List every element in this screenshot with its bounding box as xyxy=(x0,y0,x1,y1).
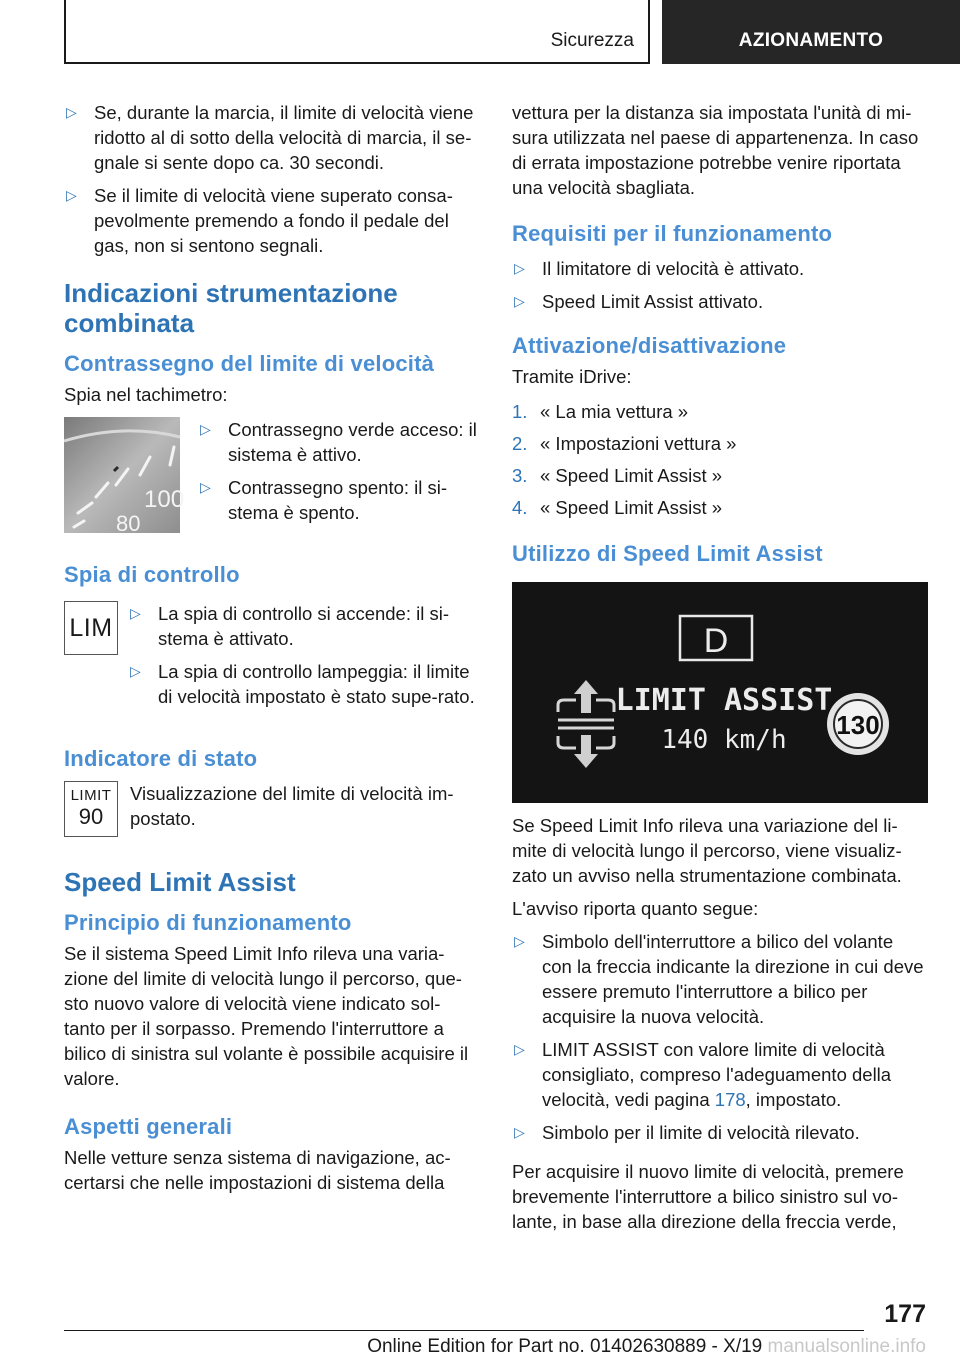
avviso-intro: L'avviso riporta quanto segue: xyxy=(512,898,759,919)
right-column xyxy=(512,100,928,1234)
triangle-bullet-icon: ▷ xyxy=(130,663,141,679)
triangle-bullet-icon: ▷ xyxy=(514,293,525,309)
bullet-text: La spia di controllo lampeggia: il limite di velocità impostato è stato supe-rato. xyxy=(158,661,475,707)
heading-spia: Spia di controllo xyxy=(64,562,240,587)
heading-stato: Indicatore di stato xyxy=(64,746,258,771)
bullet-item xyxy=(64,183,480,258)
bullet-item xyxy=(128,659,480,709)
triangle-bullet-icon: ▷ xyxy=(514,933,525,949)
limit-icon-label: LIMIT xyxy=(70,787,112,804)
triangle-bullet-icon: ▷ xyxy=(514,1041,525,1057)
speed-sign-value: 130 xyxy=(836,710,880,740)
left-column xyxy=(64,100,480,1195)
bullet-text: Simbolo per il limite di velocità rilevato. xyxy=(542,1122,860,1143)
bullet-text: Simbolo dell'interruttore a bilico del volante con la freccia indicante la direzione in cui deve essere premuto l'interruttore a bilico per acquisire la nuova velocità. xyxy=(542,931,924,1027)
footer-rule xyxy=(64,1330,864,1331)
bullet-text-part: , impostato. xyxy=(745,1089,842,1110)
page-link-178[interactable]: 178 xyxy=(714,1089,746,1110)
step-item xyxy=(512,431,928,456)
utilizzo-text: Se Speed Limit Info rileva una variazione del li-mite di velocità lungo il percorso, viene visualiz-zato un avviso nella strumentazione combinata. xyxy=(512,815,902,886)
bullet-item xyxy=(512,256,928,281)
heading-attivazione: Attivazione/disattivazione xyxy=(512,333,787,358)
step-item xyxy=(512,495,928,520)
limit-status-icon xyxy=(64,781,118,837)
speedo-label-80: 80 xyxy=(116,511,141,536)
gear-indicator: D xyxy=(703,622,729,660)
limit-assist-label: LIMIT ASSIST xyxy=(615,683,833,718)
bullet-item xyxy=(512,1037,928,1112)
lim-warning-icon: LIM xyxy=(64,601,118,655)
marker-intro: Spia nel tachimetro: xyxy=(64,384,228,405)
aspetti-text: Nelle vetture senza sistema di navigazione, ac-certarsi che nelle impostazioni di sistema della xyxy=(64,1147,451,1193)
step-number: 3. xyxy=(512,465,528,486)
speedometer-image xyxy=(64,417,185,536)
footer-edition xyxy=(0,1336,926,1358)
step-number: 4. xyxy=(512,497,528,518)
speedo-label-100: 100 xyxy=(144,486,185,513)
limit-assist-display-image xyxy=(512,582,928,803)
triangle-bullet-icon: ▷ xyxy=(130,605,141,621)
continuation-text: vettura per la distanza sia impostata l'unità di mi-sura utilizzata nel paese di appartenenza. In caso di errata impostazione potrebbe venire riportata una velocità sbagliata. xyxy=(512,102,919,198)
attivazione-intro: Tramite iDrive: xyxy=(512,366,632,387)
header-chapter-tab xyxy=(662,0,960,64)
bullet-text: Se, durante la marcia, il limite di velocità viene ridotto al di sotto della velocità di marcia, il se-gnale si sente dopo ca. 30 secondi. xyxy=(94,102,474,173)
step-text: « Speed Limit Assist » xyxy=(540,465,723,486)
heading-indicazioni: Indicazioni strumentazione combinata xyxy=(64,278,398,338)
header-rule-bottom xyxy=(64,62,650,64)
triangle-bullet-icon: ▷ xyxy=(66,104,77,120)
heading-utilizzo: Utilizzo di Speed Limit Assist xyxy=(512,541,823,566)
heading-principio: Principio di funzionamento xyxy=(64,910,352,935)
watermark: manualsonline.info xyxy=(767,1336,926,1357)
bullet-item xyxy=(128,601,480,651)
bullet-text: Contrassegno spento: il si-stema è spento. xyxy=(228,477,448,523)
bullet-item xyxy=(512,1120,928,1145)
final-text: Per acquisire il nuovo limite di velocità, premere brevemente l'interruttore a bilico sinistro sul vo-lante, in base alla direzione della freccia verde, xyxy=(512,1161,904,1232)
bullet-text: Speed Limit Assist attivato. xyxy=(542,291,764,312)
triangle-bullet-icon: ▷ xyxy=(514,260,525,276)
header-section-title: Sicurezza xyxy=(550,30,634,51)
limit-icon-value: 90 xyxy=(78,804,104,829)
bullet-item xyxy=(198,475,480,525)
triangle-bullet-icon: ▷ xyxy=(66,187,77,203)
header-chapter-label: AZIONAMENTO xyxy=(738,30,884,51)
heading-contrassegno: Contrassegno del limite di velocità xyxy=(64,351,435,376)
heading-speed-limit-assist: Speed Limit Assist xyxy=(64,867,296,897)
bullet-text: La spia di controllo si accende: il si-stema è attivato. xyxy=(158,603,450,649)
marker-block xyxy=(64,417,480,536)
triangle-bullet-icon: ▷ xyxy=(200,479,211,495)
bullet-text: Contrassegno verde acceso: il sistema è attivo. xyxy=(228,419,477,465)
step-text: « Impostazioni vettura » xyxy=(540,433,737,454)
triangle-bullet-icon: ▷ xyxy=(200,421,211,437)
triangle-bullet-icon: ▷ xyxy=(514,1124,525,1140)
step-number: 2. xyxy=(512,433,528,454)
step-number: 1. xyxy=(512,401,528,422)
heading-requisiti: Requisiti per il funzionamento xyxy=(512,221,833,246)
header-rule-separator xyxy=(648,0,650,64)
principio-text: Se il sistema Speed Limit Info rileva una varia-zione del limite di velocità lungo il percorso, que-sto nuovo valore di velocità viene indicato sol-tanto per il sorpasso. Premendo l'interruttore a bilico di sinistra sul volante è possibile acquisire il valore. xyxy=(64,943,469,1089)
heading-aspetti: Aspetti generali xyxy=(64,1114,233,1139)
bullet-text-part: LIMIT ASSIST con valore limite di velocità consigliato, compreso l'adeguamento della velocità, vedi pagina xyxy=(542,1039,892,1110)
step-item xyxy=(512,463,928,488)
spia-block xyxy=(64,601,480,717)
bullet-text xyxy=(542,1037,928,1112)
bullet-item xyxy=(512,289,928,314)
step-text: « Speed Limit Assist » xyxy=(540,497,723,518)
bullet-item xyxy=(512,929,928,1029)
step-text: « La mia vettura » xyxy=(540,401,689,422)
header-rule-left xyxy=(64,0,66,64)
bullet-item xyxy=(64,100,480,175)
stato-block xyxy=(64,781,480,837)
stato-text: Visualizzazione del limite di velocità im-postato. xyxy=(130,783,454,829)
step-item xyxy=(512,399,928,424)
bullet-text: Il limitatore di velocità è attivato. xyxy=(542,258,805,279)
page-number: 177 xyxy=(884,1300,926,1328)
edition-text: Online Edition for Part no. 01402630889 - X/19 xyxy=(367,1336,763,1357)
bullet-text: Se il limite di velocità viene superato consa-pevolmente premendo a fondo il pedale del gas, non si sentono segnali. xyxy=(94,185,453,256)
bullet-item xyxy=(198,417,480,467)
limit-assist-speed: 140 km/h xyxy=(661,725,787,755)
